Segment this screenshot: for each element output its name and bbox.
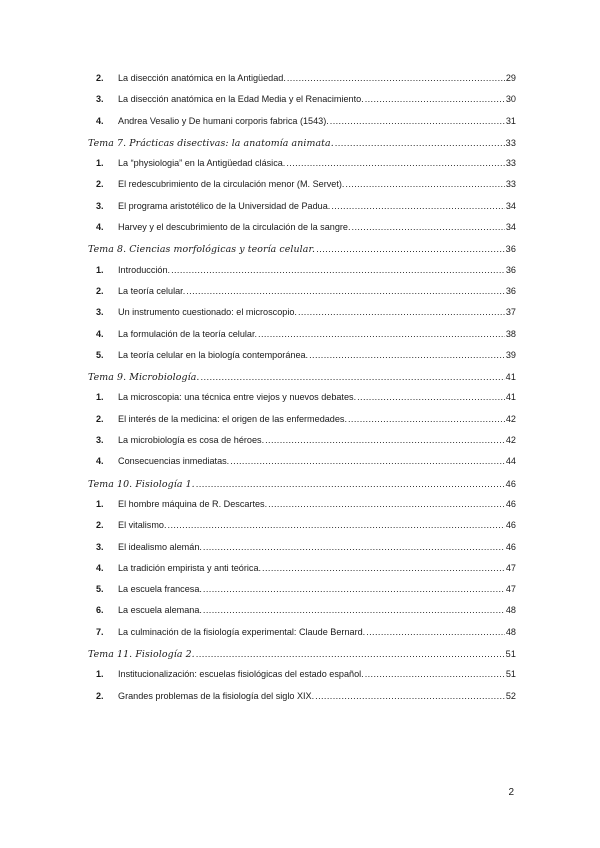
dot-leader	[196, 643, 505, 664]
toc-entry-title: La microscopia: una técnica entre viejos y nuevos debates.	[118, 392, 357, 403]
dot-leader	[309, 345, 505, 366]
toc-subentry[interactable]	[88, 664, 516, 685]
toc-subentry[interactable]	[88, 579, 516, 600]
toc-entry-number: 4.	[96, 328, 104, 339]
toc-subentry[interactable]	[88, 558, 516, 579]
toc-entry-page: 36	[505, 244, 516, 255]
toc-entry-page: 47	[505, 584, 516, 595]
toc-entry-number: 1.	[96, 264, 104, 275]
toc-entry-page: 38	[505, 328, 516, 339]
toc-entry-page: 33	[505, 179, 516, 190]
dot-leader	[366, 622, 505, 643]
toc-entry-title: La tradición empirista y anti teórica.	[118, 562, 262, 573]
toc-entry-page: 39	[505, 349, 516, 360]
toc-entry-page: 33	[505, 137, 516, 148]
toc-subentry[interactable]	[88, 622, 516, 643]
toc-entry-title: Grandes problemas de la fisiología del siglo XIX.	[118, 690, 315, 701]
toc-entry-title: Harvey y el descubrimiento de la circulación de la sangre.	[118, 222, 351, 233]
toc-entry-title: Andrea Vesalio y De humani corporis fabrica (1543).	[118, 115, 329, 126]
toc-entry-number: 5.	[96, 349, 104, 360]
dot-leader	[203, 579, 505, 600]
toc-topic-entry[interactable]	[88, 643, 516, 664]
toc-topic-entry[interactable]	[88, 132, 516, 153]
toc-entry-title: El programa aristotélico de la Universidad de Padua.	[118, 200, 331, 211]
toc-subentry[interactable]	[88, 217, 516, 238]
toc-entry-number: 3.	[96, 541, 104, 552]
toc-entry-title: Un instrumento cuestionado: el microscopio.	[118, 307, 297, 318]
toc-entry-page: 36	[505, 285, 516, 296]
toc-entry-title: La culminación de la fisiología experimental: Claude Bernard.	[118, 626, 366, 637]
dot-leader	[315, 686, 505, 707]
toc-subentry[interactable]	[88, 111, 516, 132]
toc-subentry[interactable]	[88, 174, 516, 195]
toc-entry-page: 51	[505, 649, 516, 660]
dot-leader	[262, 558, 505, 579]
toc-entry-page: 46	[505, 541, 516, 552]
dot-leader	[365, 89, 505, 110]
dot-leader	[335, 132, 505, 153]
dot-leader	[287, 68, 505, 89]
toc-subentry[interactable]	[88, 196, 516, 217]
toc-entry-page: 48	[505, 605, 516, 616]
toc-entry-title: El redescubrimiento de la circulación menor (M. Servet).	[118, 179, 345, 190]
toc-entry-page: 51	[505, 669, 516, 680]
toc-entry-title: Tema 7. Prácticas disectivas: la anatomía animata.	[88, 137, 334, 149]
toc-entry-title: Tema 8. Ciencias morfológicas y teoría celular.	[88, 244, 316, 256]
toc-entry-number: 3.	[96, 307, 104, 318]
dot-leader	[196, 473, 505, 494]
dot-leader	[352, 217, 505, 238]
toc-subentry[interactable]	[88, 345, 516, 366]
dot-leader	[203, 600, 505, 621]
toc-entry-page: 30	[505, 94, 516, 105]
toc-topic-entry[interactable]	[88, 473, 516, 494]
toc-entry-page: 41	[505, 392, 516, 403]
toc-entry-title: La escuela alemana.	[118, 605, 202, 616]
dot-leader	[265, 430, 505, 451]
toc-entry-number: 4.	[96, 222, 104, 233]
toc-subentry[interactable]	[88, 281, 516, 302]
toc-entry-number: 2.	[96, 73, 104, 83]
toc-entry-title: La “physiologia” en la Antigüedad clásica.	[118, 158, 286, 169]
toc-entry-number: 3.	[96, 94, 104, 105]
toc-subentry[interactable]	[88, 537, 516, 558]
toc-subentry[interactable]	[88, 260, 516, 281]
toc-entry-title: La disección anatómica en la Antigüedad.	[118, 73, 286, 83]
toc-entry-page: 33	[505, 158, 516, 169]
toc-entry-title: La microbiología es cosa de héroes.	[118, 435, 265, 446]
toc-subentry[interactable]	[88, 387, 516, 408]
dot-leader	[268, 494, 505, 515]
dot-leader	[171, 260, 505, 281]
toc-entry-title: La teoría celular en la biología contemporánea.	[118, 349, 309, 360]
toc-entry-title: Consecuencias inmediatas.	[118, 456, 230, 467]
toc-entry-page: 29	[505, 73, 516, 83]
toc-entry-number: 2.	[96, 179, 104, 190]
toc-subentry[interactable]	[88, 494, 516, 515]
toc-entry-title: El hombre máquina de R. Descartes.	[118, 498, 268, 509]
toc-entry-page: 31	[505, 115, 516, 126]
toc-entry-page: 48	[505, 626, 516, 637]
toc-subentry[interactable]	[88, 89, 516, 110]
toc-entry-page: 46	[505, 520, 516, 531]
toc-entry-page: 41	[505, 372, 516, 383]
toc-entry-title: El interés de la medicina: el origen de las enfermedades.	[118, 413, 347, 424]
toc-subentry[interactable]	[88, 451, 516, 472]
dot-leader	[345, 174, 504, 195]
toc-entry-title: Institucionalización: escuelas fisiológicas del estado español.	[118, 669, 364, 680]
toc-entry-number: 1.	[96, 392, 104, 403]
toc-entry-number: 5.	[96, 584, 104, 595]
toc-entry-title: La teoría celular.	[118, 285, 186, 296]
toc-entry-number: 2.	[96, 413, 104, 424]
toc-entry-page: 34	[505, 222, 516, 233]
toc-topic-entry[interactable]	[88, 366, 516, 387]
toc-entry-page: 36	[505, 264, 516, 275]
dot-leader	[168, 515, 505, 536]
toc-entry-number: 4.	[96, 115, 104, 126]
toc-entry-page: 34	[505, 200, 516, 211]
toc-entry-number: 4.	[96, 562, 104, 573]
page-number: 2	[508, 787, 514, 798]
toc-entry-number: 3.	[96, 435, 104, 446]
toc-entry-page: 44	[505, 456, 516, 467]
toc-entry-number: 6.	[96, 605, 104, 616]
toc-entry-number: 2.	[96, 520, 104, 531]
dot-leader	[286, 153, 505, 174]
dot-leader	[298, 302, 505, 323]
toc-entry-number: 1.	[96, 158, 104, 169]
toc-subentry[interactable]	[88, 686, 516, 707]
toc-entry-page: 37	[505, 307, 516, 318]
dot-leader	[365, 664, 505, 685]
toc-entry-title: El vitalismo.	[118, 520, 167, 531]
toc-entry-number: 3.	[96, 200, 104, 211]
toc-subentry[interactable]	[88, 68, 516, 89]
toc-entry-page: 47	[505, 562, 516, 573]
toc-subentry[interactable]	[88, 153, 516, 174]
toc-entry-number: 2.	[96, 285, 104, 296]
toc-topic-entry[interactable]	[88, 238, 516, 259]
dot-leader	[258, 324, 505, 345]
dot-leader	[316, 238, 505, 259]
dot-leader	[203, 537, 505, 558]
toc-subentry[interactable]	[88, 600, 516, 621]
toc-entry-page: 46	[505, 478, 516, 489]
toc-entry-page: 46	[505, 498, 516, 509]
toc-subentry[interactable]	[88, 302, 516, 323]
dot-leader	[186, 281, 505, 302]
toc-entry-page: 52	[505, 690, 516, 701]
toc-subentry[interactable]	[88, 324, 516, 345]
toc-entry-title: El idealismo alemán.	[118, 541, 202, 552]
toc-entry-number: 4.	[96, 456, 104, 467]
table-of-contents	[88, 68, 516, 707]
toc-subentry[interactable]	[88, 430, 516, 451]
toc-entry-title: La escuela francesa.	[118, 584, 202, 595]
dot-leader	[330, 111, 505, 132]
toc-entry-title: Tema 10. Fisiología 1.	[88, 478, 195, 490]
toc-entry-number: 2.	[96, 690, 104, 701]
toc-entry-number: 1.	[96, 669, 104, 680]
dot-leader	[230, 451, 505, 472]
toc-entry-title: La disección anatómica en la Edad Media y el Renacimiento.	[118, 94, 364, 105]
toc-entry-title: La formulación de la teoría celular.	[118, 328, 258, 339]
toc-entry-page: 42	[505, 435, 516, 446]
dot-leader	[357, 387, 505, 408]
toc-subentry[interactable]	[88, 515, 516, 536]
dot-leader	[331, 196, 505, 217]
dot-leader	[201, 366, 505, 387]
toc-entry-title: Tema 9. Microbiología.	[88, 372, 200, 384]
toc-entry-number: 7.	[96, 626, 104, 637]
toc-subentry[interactable]	[88, 409, 516, 430]
toc-entry-number: 1.	[96, 498, 104, 509]
toc-entry-page: 42	[505, 413, 516, 424]
toc-entry-title: Tema 11. Fisiología 2.	[88, 649, 195, 661]
toc-entry-title: Introducción.	[118, 264, 171, 275]
dot-leader	[348, 409, 505, 430]
